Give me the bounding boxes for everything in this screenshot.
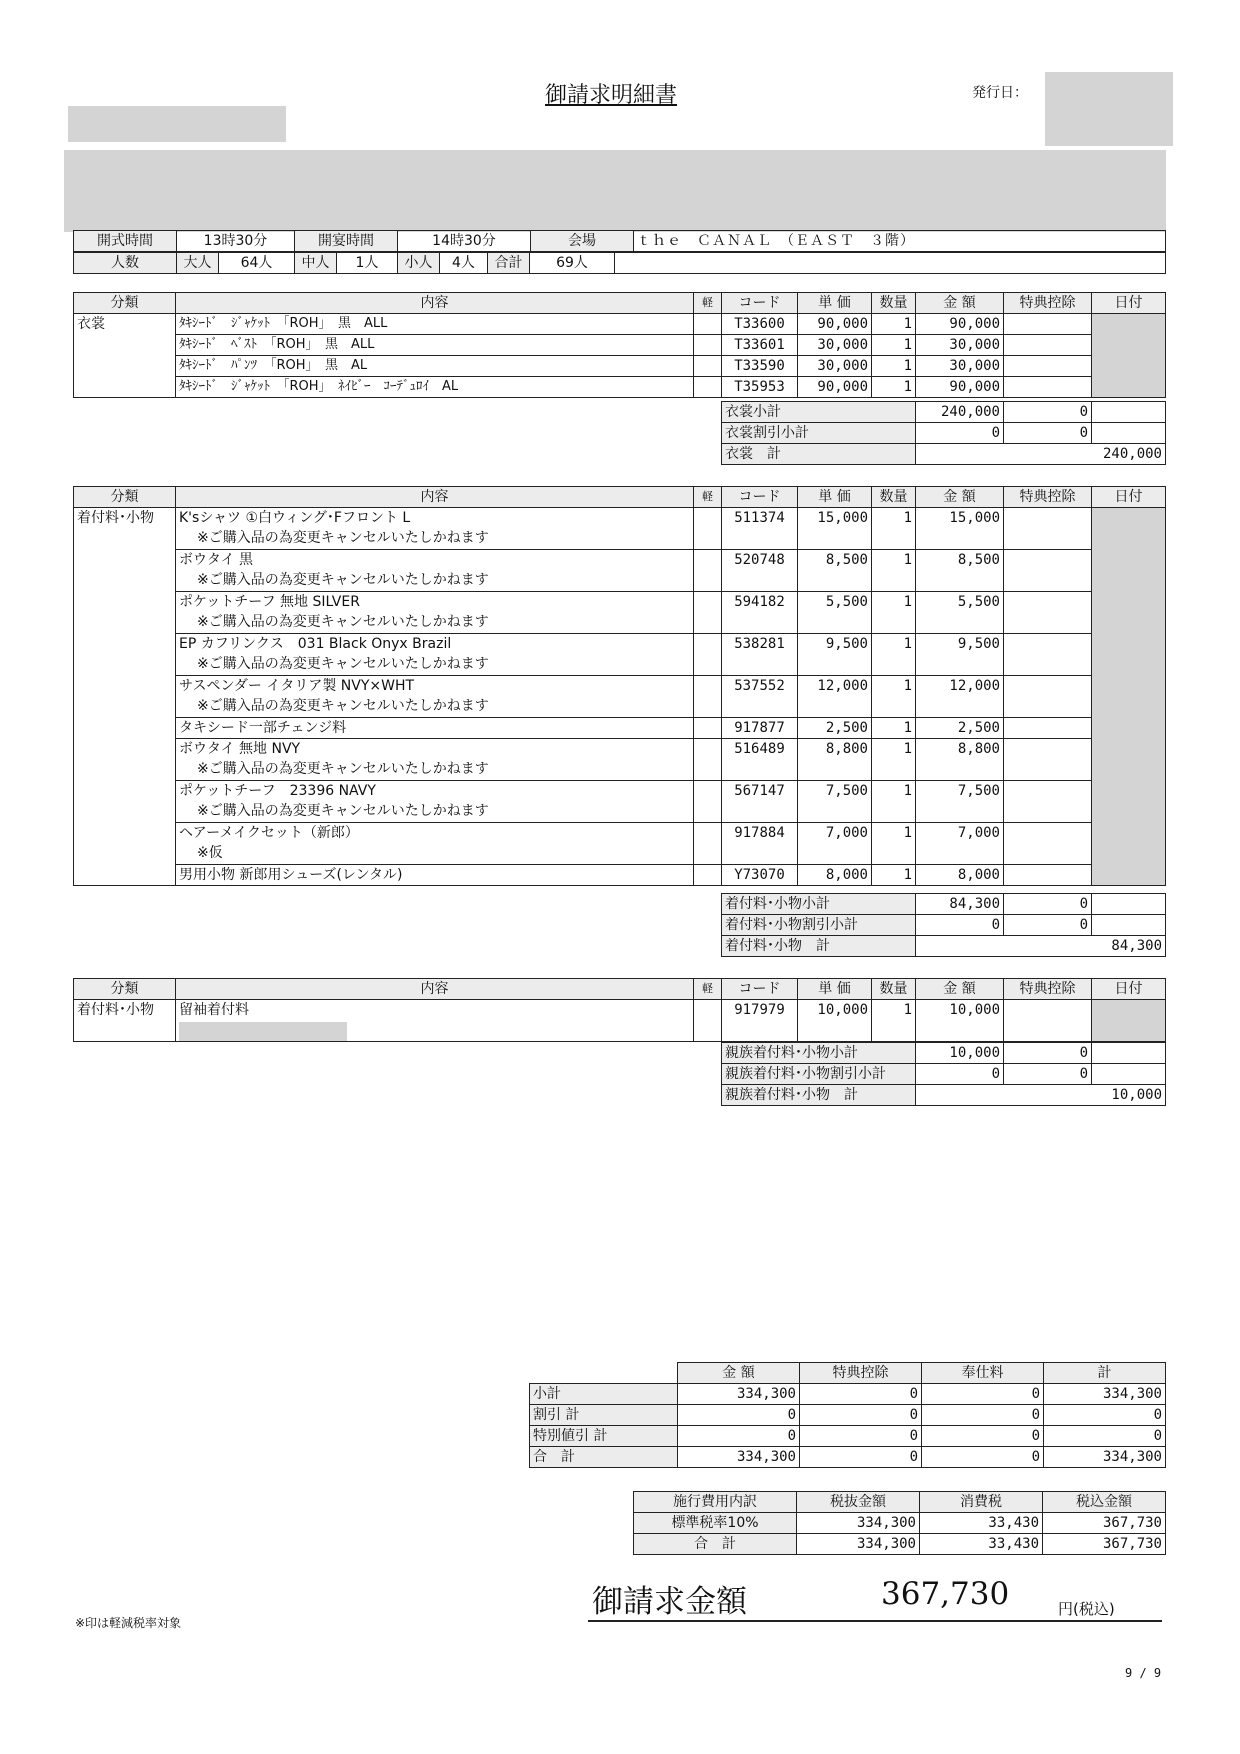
item-price: 90,000	[798, 314, 872, 335]
tax-value: 33,430	[920, 1534, 1043, 1555]
tax-header-excluded: 税抜金額	[797, 1492, 920, 1513]
header-amount: 金 額	[916, 293, 1004, 314]
summary-row	[530, 1447, 1166, 1468]
item-content: ヘアーメイクセット（新郎）	[179, 825, 359, 841]
costume-table	[73, 292, 1166, 398]
item-content: タキシード一部チェンジ料	[179, 720, 347, 736]
item-amount: 8,000	[916, 865, 1004, 886]
header-category: 分類	[74, 979, 176, 1000]
header-category: 分類	[74, 487, 176, 508]
header-content: 内容	[176, 487, 694, 508]
item-amount: 90,000	[916, 314, 1004, 335]
header-content: 内容	[176, 979, 694, 1000]
subtotal-label: 衣裳小計	[722, 402, 916, 423]
subtotal-label: 親族着付料･小物小計	[722, 1043, 916, 1064]
header-amount: 金 額	[916, 487, 1004, 508]
item-amount: 2,500	[916, 718, 1004, 739]
item-code: T35953	[722, 377, 798, 398]
redacted-date	[1092, 1000, 1166, 1042]
header-qty: 数量	[872, 979, 916, 1000]
item-content: ﾀｷｼｰﾄﾞ ﾊﾟﾝﾂ 「ROH」 黒 AL	[176, 356, 694, 377]
item-price: 7,000	[798, 823, 872, 865]
summary-value: 0	[922, 1384, 1044, 1405]
item-price: 8,800	[798, 739, 872, 781]
item-qty: 1	[872, 676, 916, 718]
tax-header-breakdown: 施行費用内訳	[634, 1492, 797, 1513]
summary-value: 0	[800, 1405, 922, 1426]
table-row	[74, 356, 1166, 377]
item-amount: 15,000	[916, 508, 1004, 550]
discount-deduction: 0	[1004, 423, 1092, 444]
table-row	[74, 865, 1166, 886]
tax-row	[634, 1513, 1166, 1534]
dressing-accessories-table	[73, 486, 1166, 886]
venue-value: ｔｈｅ ＣＡＮＡＬ （ＥＡＳＴ ３階）	[634, 231, 1166, 252]
header-code: コード	[722, 293, 798, 314]
table-row	[74, 592, 1166, 634]
item-code: T33590	[722, 356, 798, 377]
header-unit-price: 単 価	[798, 979, 872, 1000]
summary-header-deduction: 特典控除	[800, 1363, 922, 1384]
total-label: 着付料･小物 計	[722, 936, 916, 957]
item-qty: 1	[872, 1000, 916, 1042]
item-code: 511374	[722, 508, 798, 550]
item-price: 5,500	[798, 592, 872, 634]
header-content: 内容	[176, 293, 694, 314]
page-number: 9 / 9	[1125, 1666, 1162, 1680]
table-row	[74, 739, 1166, 781]
item-amount: 7,500	[916, 781, 1004, 823]
people-total-label: 合計	[488, 253, 530, 274]
subtotal-amount: 84,300	[916, 894, 1004, 915]
tax-header-tax: 消費税	[920, 1492, 1043, 1513]
item-qty: 1	[872, 508, 916, 550]
total-value: 10,000	[916, 1085, 1166, 1106]
category-cell: 衣裳	[74, 314, 176, 398]
header-date: 日付	[1092, 293, 1166, 314]
page-title: 御請求明細書	[545, 83, 678, 108]
summary-row	[530, 1426, 1166, 1447]
header-date: 日付	[1092, 979, 1166, 1000]
adult-label: 大人	[177, 253, 219, 274]
item-content: 留袖着付料	[179, 1002, 249, 1018]
tax-header-included: 税込金額	[1043, 1492, 1166, 1513]
item-price: 8,500	[798, 550, 872, 592]
item-content: K'sシャツ ①白ウィング･Fフロント L	[179, 510, 411, 526]
summary-value: 0	[922, 1447, 1044, 1468]
event-info-table	[73, 230, 1166, 252]
header-reduced: 軽	[694, 293, 722, 314]
people-label: 人数	[74, 253, 177, 274]
summary-value: 0	[800, 1384, 922, 1405]
middle-label: 中人	[295, 253, 337, 274]
tax-value: 334,300	[797, 1513, 920, 1534]
header-reduced: 軽	[694, 487, 722, 508]
start-time-label: 開式時間	[74, 231, 177, 252]
subtotal-deduction: 0	[1004, 894, 1092, 915]
item-price: 10,000	[798, 1000, 872, 1042]
redacted-customer-name	[68, 106, 286, 142]
table-row	[74, 781, 1166, 823]
redacted-relative-name	[179, 1022, 347, 1042]
item-qty: 1	[872, 592, 916, 634]
item-content: ポケットチーフ 23396 NAVY	[179, 783, 376, 799]
item-price: 7,500	[798, 781, 872, 823]
item-content: ポケットチーフ 無地 SILVER	[179, 594, 360, 610]
item-content: ﾀｷｼｰﾄﾞ ﾍﾞｽﾄ 「ROH」 黒 ALL	[176, 335, 694, 356]
item-code: T33601	[722, 335, 798, 356]
start-time-value: 13時30分	[177, 231, 295, 252]
total-value: 84,300	[916, 936, 1166, 957]
discount-label: 衣裳割引小計	[722, 423, 916, 444]
summary-row-label: 割引 計	[530, 1405, 678, 1426]
item-amount: 10,000	[916, 1000, 1004, 1042]
invoice-amount-label: 御請求金額	[592, 1584, 747, 1620]
item-content: ボウタイ 無地 NVY	[179, 741, 301, 757]
header-qty: 数量	[872, 487, 916, 508]
item-qty: 1	[872, 718, 916, 739]
header-deduction: 特典控除	[1004, 293, 1092, 314]
item-amount: 12,000	[916, 676, 1004, 718]
summary-header-total: 計	[1044, 1363, 1166, 1384]
item-note: ※ご購入品の為変更キャンセルいたしかねます	[197, 656, 489, 672]
total-label: 衣裳 計	[722, 444, 916, 465]
discount-amount: 0	[916, 1064, 1004, 1085]
item-content: ﾀｷｼｰﾄﾞ ｼﾞｬｹｯﾄ 「ROH」 黒 ALL	[176, 314, 694, 335]
item-content: ﾀｷｼｰﾄﾞ ｼﾞｬｹｯﾄ 「ROH」 ﾈｲﾋﾞｰ ｺｰﾃﾞｭﾛｲ AL	[176, 377, 694, 398]
tax-value: 334,300	[797, 1534, 920, 1555]
item-price: 30,000	[798, 335, 872, 356]
header-code: コード	[722, 979, 798, 1000]
item-code: Y73070	[722, 865, 798, 886]
table-row	[74, 1000, 1166, 1042]
table-row	[74, 676, 1166, 718]
item-code: 917877	[722, 718, 798, 739]
summary-row	[530, 1405, 1166, 1426]
item-note: ※ご購入品の為変更キャンセルいたしかねます	[197, 572, 489, 588]
people-count-table	[73, 252, 1166, 274]
item-code: 537552	[722, 676, 798, 718]
table-row	[74, 377, 1166, 398]
table-row	[74, 634, 1166, 676]
summary-value: 334,300	[678, 1447, 800, 1468]
category-cell: 着付料･小物	[74, 508, 176, 886]
tax-row-label: 合 計	[634, 1534, 797, 1555]
relatives-subtotal-table	[721, 1042, 1166, 1106]
item-qty: 1	[872, 865, 916, 886]
footnote: ※印は軽減税率対象	[75, 1616, 182, 1630]
item-content: 男用小物 新郎用シューズ(レンタル)	[179, 867, 403, 883]
tax-value: 33,430	[920, 1513, 1043, 1534]
table-row	[74, 335, 1166, 356]
header-code: コード	[722, 487, 798, 508]
item-note: ※仮	[197, 845, 223, 861]
item-note: ※ご購入品の為変更キャンセルいたしかねます	[197, 614, 489, 630]
issue-date-label: 発行日：	[972, 85, 1028, 101]
redacted-date	[1092, 314, 1166, 398]
item-qty: 1	[872, 335, 916, 356]
tax-row	[634, 1534, 1166, 1555]
summary-value: 0	[1044, 1405, 1166, 1426]
item-code: 520748	[722, 550, 798, 592]
redacted-header-block	[64, 150, 1166, 232]
item-code: 538281	[722, 634, 798, 676]
summary-value: 334,300	[678, 1384, 800, 1405]
people-total-value: 69人	[530, 253, 615, 274]
subtotal-amount: 10,000	[916, 1043, 1004, 1064]
total-label: 親族着付料･小物 計	[722, 1085, 916, 1106]
item-qty: 1	[872, 823, 916, 865]
item-qty: 1	[872, 634, 916, 676]
item-price: 12,000	[798, 676, 872, 718]
banquet-time-label: 開宴時間	[295, 231, 398, 252]
item-amount: 8,500	[916, 550, 1004, 592]
header-unit-price: 単 価	[798, 293, 872, 314]
dressing-subtotal-table	[721, 893, 1166, 957]
discount-label: 親族着付料･小物割引小計	[722, 1064, 916, 1085]
item-amount: 9,500	[916, 634, 1004, 676]
table-row	[74, 314, 1166, 335]
summary-value: 0	[800, 1447, 922, 1468]
relatives-dressing-table	[73, 978, 1166, 1042]
item-qty: 1	[872, 314, 916, 335]
summary-row-label: 小計	[530, 1384, 678, 1405]
item-content: EP カフリンクス 031 Black Onyx Brazil	[179, 636, 452, 652]
header-reduced: 軽	[694, 979, 722, 1000]
discount-label: 着付料･小物割引小計	[722, 915, 916, 936]
banquet-time-value: 14時30分	[398, 231, 531, 252]
header-unit-price: 単 価	[798, 487, 872, 508]
tax-breakdown-table	[633, 1491, 1166, 1555]
item-note: ※ご購入品の為変更キャンセルいたしかねます	[197, 761, 489, 777]
header-date: 日付	[1092, 487, 1166, 508]
total-value: 240,000	[916, 444, 1166, 465]
item-price: 15,000	[798, 508, 872, 550]
item-amount: 30,000	[916, 335, 1004, 356]
table-row	[74, 823, 1166, 865]
header-amount: 金 額	[916, 979, 1004, 1000]
summary-value: 0	[800, 1426, 922, 1447]
summary-value: 0	[922, 1426, 1044, 1447]
item-amount: 5,500	[916, 592, 1004, 634]
item-code: 516489	[722, 739, 798, 781]
child-label: 小人	[398, 253, 440, 274]
summary-value: 0	[678, 1405, 800, 1426]
item-note: ※ご購入品の為変更キャンセルいたしかねます	[197, 698, 489, 714]
item-qty: 1	[872, 739, 916, 781]
item-amount: 90,000	[916, 377, 1004, 398]
summary-value: 0	[678, 1426, 800, 1447]
child-count: 4人	[440, 253, 488, 274]
adult-count: 64人	[219, 253, 295, 274]
table-row	[74, 508, 1166, 550]
tax-value: 367,730	[1043, 1513, 1166, 1534]
summary-value: 334,300	[1044, 1384, 1166, 1405]
table-row	[74, 550, 1166, 592]
summary-table	[529, 1362, 1166, 1468]
tax-value: 367,730	[1043, 1534, 1166, 1555]
subtotal-amount: 240,000	[916, 402, 1004, 423]
header-qty: 数量	[872, 293, 916, 314]
item-code: 917979	[722, 1000, 798, 1042]
item-note: ※ご購入品の為変更キャンセルいたしかねます	[197, 530, 489, 546]
discount-deduction: 0	[1004, 915, 1092, 936]
subtotal-deduction: 0	[1004, 1043, 1092, 1064]
redacted-issue-date	[1045, 72, 1173, 146]
redacted-date	[1092, 508, 1166, 886]
item-amount: 30,000	[916, 356, 1004, 377]
item-qty: 1	[872, 781, 916, 823]
table-row	[74, 718, 1166, 739]
item-amount: 8,800	[916, 739, 1004, 781]
summary-header-service: 奉仕料	[922, 1363, 1044, 1384]
header-deduction: 特典控除	[1004, 979, 1092, 1000]
item-qty: 1	[872, 356, 916, 377]
item-code: 917884	[722, 823, 798, 865]
summary-row	[530, 1384, 1166, 1405]
summary-value: 334,300	[1044, 1447, 1166, 1468]
item-price: 8,000	[798, 865, 872, 886]
item-code: 567147	[722, 781, 798, 823]
costume-subtotal-table	[721, 401, 1166, 465]
summary-value: 0	[1044, 1426, 1166, 1447]
summary-row-label: 特別値引 計	[530, 1426, 678, 1447]
subtotal-deduction: 0	[1004, 402, 1092, 423]
header-deduction: 特典控除	[1004, 487, 1092, 508]
item-price: 9,500	[798, 634, 872, 676]
invoice-amount-row	[588, 1574, 1162, 1622]
item-amount: 7,000	[916, 823, 1004, 865]
summary-header-amount: 金 額	[678, 1363, 800, 1384]
venue-label: 会場	[531, 231, 634, 252]
discount-amount: 0	[916, 915, 1004, 936]
discount-amount: 0	[916, 423, 1004, 444]
item-price: 90,000	[798, 377, 872, 398]
discount-deduction: 0	[1004, 1064, 1092, 1085]
tax-row-label: 標準税率10%	[634, 1513, 797, 1534]
item-code: T33600	[722, 314, 798, 335]
item-price: 2,500	[798, 718, 872, 739]
item-content: サスペンダー イタリア製 NVY×WHT	[179, 678, 415, 694]
item-note: ※ご購入品の為変更キャンセルいたしかねます	[197, 803, 489, 819]
summary-value: 0	[922, 1405, 1044, 1426]
item-qty: 1	[872, 377, 916, 398]
invoice-amount-unit: 円(税込)	[1058, 1600, 1115, 1618]
summary-row-label: 合 計	[530, 1447, 678, 1468]
header-category: 分類	[74, 293, 176, 314]
invoice-amount-value: 367,730	[881, 1576, 1010, 1612]
item-price: 30,000	[798, 356, 872, 377]
middle-count: 1人	[337, 253, 398, 274]
item-content: ボウタイ 黒	[179, 552, 254, 568]
item-qty: 1	[872, 550, 916, 592]
item-code: 594182	[722, 592, 798, 634]
category-cell: 着付料･小物	[74, 1000, 176, 1042]
subtotal-label: 着付料･小物小計	[722, 894, 916, 915]
